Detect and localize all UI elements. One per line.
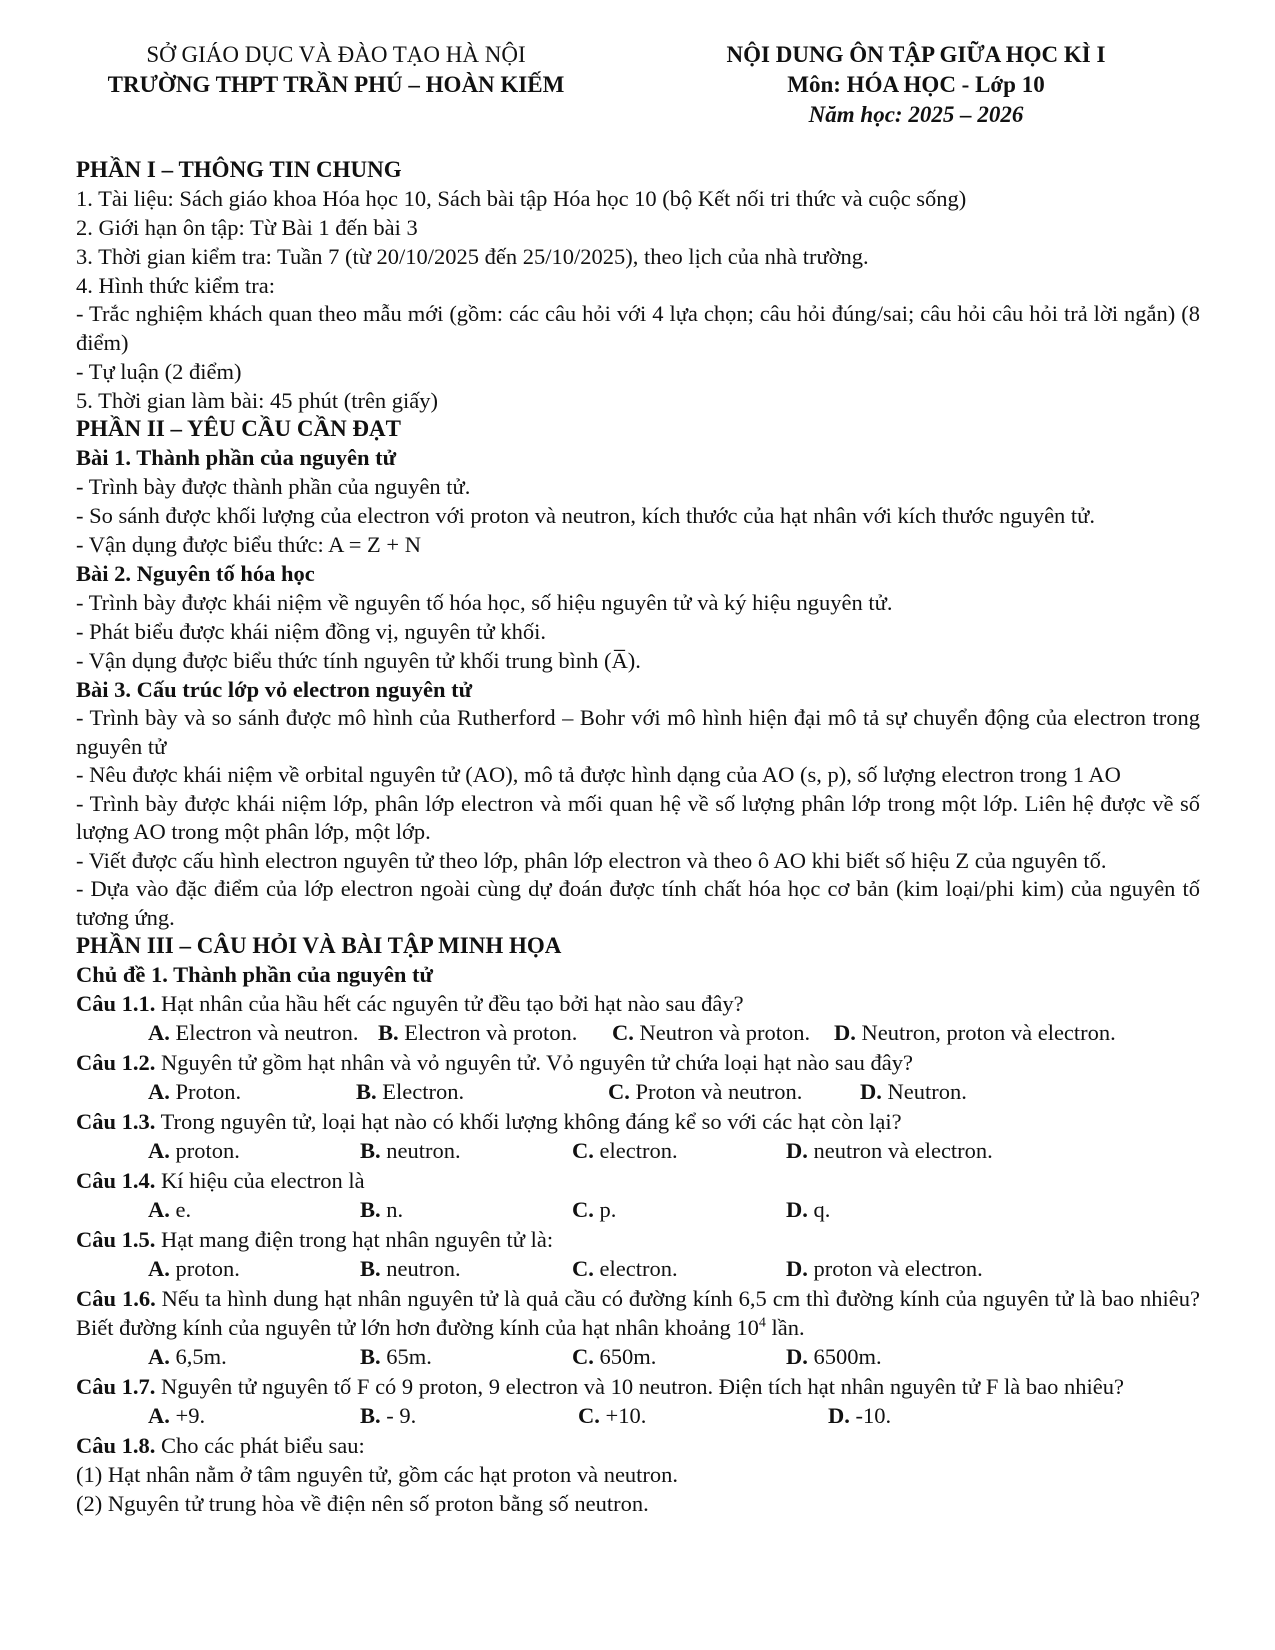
option-d — [834, 1018, 1116, 1048]
answer-options — [76, 1195, 1200, 1225]
school-name: TRƯỜNG THPT TRẦN PHÚ – HOÀN KIẾM — [107, 72, 565, 97]
question-label: Câu 1.8. — [76, 1433, 156, 1458]
statement: (1) Hạt nhân nằm ở tâm nguyên tử, gồm các hạt proton và neutron. — [76, 1462, 679, 1487]
answer-options — [76, 1018, 1200, 1048]
option-text: Neutron, proton và electron. — [855, 1020, 1116, 1045]
info-line: 4. Hình thức kiểm tra: — [76, 273, 276, 298]
part1-heading: PHẦN I – THÔNG TIN CHUNG — [76, 157, 402, 182]
requirement-item: - Vận dụng được biểu thức: A = Z + N — [76, 532, 421, 557]
option-text: q. — [807, 1197, 831, 1222]
option-key: A. — [148, 1079, 170, 1104]
option-d — [786, 1136, 993, 1166]
option-key: C. — [608, 1079, 630, 1104]
option-d — [786, 1195, 830, 1225]
question-text: Nếu ta hình dung hạt nhân nguyên tử là quả cầu có đường kính 6,5 cm thì đường kính của nguyên tử là bao nhiêu? Biết đường kính của nguyên tử lớn hơn đường kính của hạt nhân khoảng 10 — [76, 1286, 1200, 1340]
question-label: Câu 1.5. — [76, 1227, 156, 1252]
question — [76, 1431, 1200, 1460]
option-key: B. — [360, 1256, 381, 1281]
option-text: Neutron và proton. — [633, 1020, 811, 1045]
question-label: Câu 1.6. — [76, 1286, 156, 1311]
question-text: Kí hiệu của electron là — [155, 1168, 365, 1193]
option-a — [148, 1401, 205, 1431]
question — [76, 1107, 1200, 1136]
question — [76, 1372, 1200, 1401]
question-label: Câu 1.1. — [76, 991, 156, 1016]
question-text: Trong nguyên tử, loại hạt nào có khối lượng không đáng kể so với các hạt còn lại? — [155, 1109, 902, 1134]
answer-options — [76, 1401, 1200, 1431]
option-c — [572, 1195, 616, 1225]
question — [76, 1284, 1200, 1342]
info-line: - Tự luận (2 điểm) — [76, 359, 242, 384]
option-text: p. — [593, 1197, 617, 1222]
lesson-title: Bài 2. Nguyên tố hóa học — [76, 561, 315, 586]
option-key: C. — [572, 1344, 594, 1369]
option-d — [786, 1254, 983, 1284]
option-a — [148, 1136, 240, 1166]
option-key: A. — [148, 1344, 170, 1369]
answer-options — [76, 1342, 1200, 1372]
option-key: A. — [148, 1197, 170, 1222]
option-c — [578, 1401, 646, 1431]
question-text: Nguyên tử nguyên tố F có 9 proton, 9 electron và 10 neutron. Điện tích hạt nhân nguyên tử F là bao nhiêu? — [155, 1374, 1124, 1399]
requirement-item: - Trình bày được khái niệm về nguyên tố hóa học, số hiệu nguyên tử và ký hiệu nguyên tử. — [76, 590, 893, 615]
school-year: Năm học: 2025 – 2026 — [808, 102, 1024, 127]
requirement-item: - Trình bày được thành phần của nguyên tử. — [76, 474, 471, 499]
option-key: B. — [360, 1344, 381, 1369]
option-key: C. — [578, 1403, 600, 1428]
option-text: proton. — [169, 1138, 240, 1163]
option-text: Neutron. — [881, 1079, 967, 1104]
document-title: NỘI DUNG ÔN TẬP GIỮA HỌC KÌ I — [726, 42, 1106, 67]
option-key: D. — [828, 1403, 850, 1428]
option-key: A. — [148, 1020, 170, 1045]
option-text: Electron và proton. — [398, 1020, 578, 1045]
exponent: 4 — [758, 1315, 766, 1331]
subject-line: Môn: HÓA HỌC - Lớp 10 — [787, 72, 1045, 97]
option-b — [360, 1401, 416, 1431]
option-d — [828, 1401, 891, 1431]
department-name: SỞ GIÁO DỤC VÀ ĐÀO TẠO HÀ NỘI — [146, 42, 526, 67]
question — [76, 989, 1200, 1018]
option-a — [148, 1077, 241, 1107]
requirement-item: - Vận dụng được biểu thức tính nguyên tử khối trung bình (A̅). — [76, 648, 641, 673]
question-text: Nguyên tử gồm hạt nhân và vỏ nguyên tử. Vỏ nguyên tử chứa loại hạt nào sau đây? — [155, 1050, 913, 1075]
option-b — [378, 1018, 577, 1048]
option-key: A. — [148, 1256, 170, 1281]
info-line: - Trắc nghiệm khách quan theo mẫu mới (gồm: các câu hỏi với 4 lựa chọn; câu hỏi đúng/sai; câu hỏi câu hỏi trả lời ngắn) (8 điểm) — [76, 301, 1200, 355]
option-key: C. — [572, 1197, 594, 1222]
question-label: Câu 1.7. — [76, 1374, 156, 1399]
question-label: Câu 1.4. — [76, 1168, 156, 1193]
option-c — [612, 1018, 810, 1048]
topic-title: Chủ đề 1. Thành phần của nguyên tử — [76, 962, 433, 987]
option-key: C. — [612, 1020, 634, 1045]
option-c — [572, 1136, 678, 1166]
option-text: Proton và neutron. — [629, 1079, 803, 1104]
option-text: +9. — [169, 1403, 206, 1428]
option-key: D. — [786, 1256, 808, 1281]
part3-heading: PHẦN III – CÂU HỎI VÀ BÀI TẬP MINH HỌA — [76, 933, 562, 958]
option-text: neutron. — [380, 1138, 461, 1163]
requirement-item: - Phát biểu được khái niệm đồng vị, nguyên tử khối. — [76, 619, 546, 644]
answer-options — [76, 1254, 1200, 1284]
option-text: e. — [169, 1197, 192, 1222]
document-header — [76, 40, 1200, 136]
requirement-item: - Nêu được khái niệm về orbital nguyên tử (AO), mô tả được hình dạng của AO (s, p), số lượng electron trong 1 AO — [76, 762, 1121, 787]
option-key: B. — [360, 1138, 381, 1163]
option-b — [360, 1254, 461, 1284]
option-d — [860, 1077, 967, 1107]
option-text: neutron và electron. — [807, 1138, 993, 1163]
option-c — [572, 1254, 678, 1284]
option-text: 6500m. — [807, 1344, 882, 1369]
option-d — [786, 1342, 882, 1372]
option-key: B. — [378, 1020, 399, 1045]
option-a — [148, 1018, 359, 1048]
option-text: 650m. — [593, 1344, 657, 1369]
option-key: C. — [572, 1138, 594, 1163]
document-page — [76, 40, 1200, 1518]
option-b — [360, 1342, 432, 1372]
question-text: Cho các phát biểu sau: — [155, 1433, 365, 1458]
option-text: Electron. — [376, 1079, 465, 1104]
option-b — [360, 1136, 461, 1166]
info-line: 5. Thời gian làm bài: 45 phút (trên giấy) — [76, 388, 439, 413]
option-key: D. — [834, 1020, 856, 1045]
option-text: electron. — [593, 1138, 678, 1163]
option-a — [148, 1195, 191, 1225]
option-key: D. — [860, 1079, 882, 1104]
question-text-end: lần. — [765, 1315, 805, 1340]
option-key: B. — [356, 1079, 377, 1104]
question-label: Câu 1.2. — [76, 1050, 156, 1075]
lesson-title: Bài 3. Cấu trúc lớp vỏ electron nguyên tử — [76, 677, 473, 702]
option-key: B. — [360, 1197, 381, 1222]
option-key: A. — [148, 1403, 170, 1428]
option-text: - 9. — [380, 1403, 417, 1428]
option-text: +10. — [599, 1403, 647, 1428]
requirement-item: - Viết được cấu hình electron nguyên tử theo lớp, phân lớp electron và theo ô AO khi biết số hiệu Z của nguyên tố. — [76, 847, 1107, 873]
lesson-title: Bài 1. Thành phần của nguyên tử — [76, 445, 397, 470]
option-text: n. — [380, 1197, 404, 1222]
option-b — [356, 1077, 464, 1107]
info-line: 2. Giới hạn ôn tập: Từ Bài 1 đến bài 3 — [76, 215, 418, 240]
option-key: B. — [360, 1403, 381, 1428]
question-text: Hạt nhân của hầu hết các nguyên tử đều tạo bởi hạt nào sau đây? — [155, 991, 744, 1016]
requirement-item: - Dựa vào đặc điểm của lớp electron ngoài cùng dự đoán được tính chất hóa học cơ bản (kim loại/phi kim) của nguyên tố tương ứng. — [76, 876, 1200, 930]
question — [76, 1048, 1200, 1077]
requirement-item: - Trình bày được khái niệm lớp, phân lớp electron và mối quan hệ về số lượng phân lớp trong một lớp. Liên hệ được về số lượng AO trong một phân lớp, một lớp. — [76, 790, 1200, 844]
option-text: electron. — [593, 1256, 678, 1281]
answer-options — [76, 1136, 1200, 1166]
option-key: A. — [148, 1138, 170, 1163]
header-left — [76, 40, 596, 100]
statement: (2) Nguyên tử trung hòa về điện nên số proton bằng số neutron. — [76, 1491, 649, 1516]
answer-options — [76, 1077, 1200, 1107]
option-text: Electron và neutron. — [169, 1020, 359, 1045]
option-b — [360, 1195, 403, 1225]
option-text: proton. — [169, 1256, 240, 1281]
option-text: proton và electron. — [807, 1256, 983, 1281]
question — [76, 1166, 1200, 1195]
requirement-item: - Trình bày và so sánh được mô hình của Rutherford – Bohr với mô hình hiện đại mô tả sự chuyển động của electron trong nguyên tử — [76, 705, 1200, 759]
option-a — [148, 1342, 227, 1372]
option-key: C. — [572, 1256, 594, 1281]
question-label: Câu 1.3. — [76, 1109, 156, 1134]
requirement-item: - So sánh được khối lượng của electron với proton và neutron, kích thước của hạt nhân với kích thước nguyên tử. — [76, 503, 1096, 528]
option-c — [572, 1342, 656, 1372]
part2-heading: PHẦN II – YÊU CẦU CẦN ĐẠT — [76, 416, 401, 441]
info-line: 1. Tài liệu: Sách giáo khoa Hóa học 10, Sách bài tập Hóa học 10 (bộ Kết nối tri thức và cuộc sống) — [76, 186, 967, 211]
header-right — [636, 40, 1196, 130]
question — [76, 1225, 1200, 1254]
option-c — [608, 1077, 802, 1107]
option-text: 6,5m. — [169, 1344, 227, 1369]
option-text: -10. — [849, 1403, 892, 1428]
info-line: 3. Thời gian kiểm tra: Tuần 7 (từ 20/10/2025 đến 25/10/2025), theo lịch của nhà trường. — [76, 244, 869, 269]
option-text: neutron. — [380, 1256, 461, 1281]
question-text: Hạt mang điện trong hạt nhân nguyên tử là: — [155, 1227, 554, 1252]
option-text: 65m. — [380, 1344, 432, 1369]
option-key: D. — [786, 1138, 808, 1163]
option-a — [148, 1254, 240, 1284]
option-text: Proton. — [169, 1079, 242, 1104]
option-key: D. — [786, 1197, 808, 1222]
option-key: D. — [786, 1344, 808, 1369]
